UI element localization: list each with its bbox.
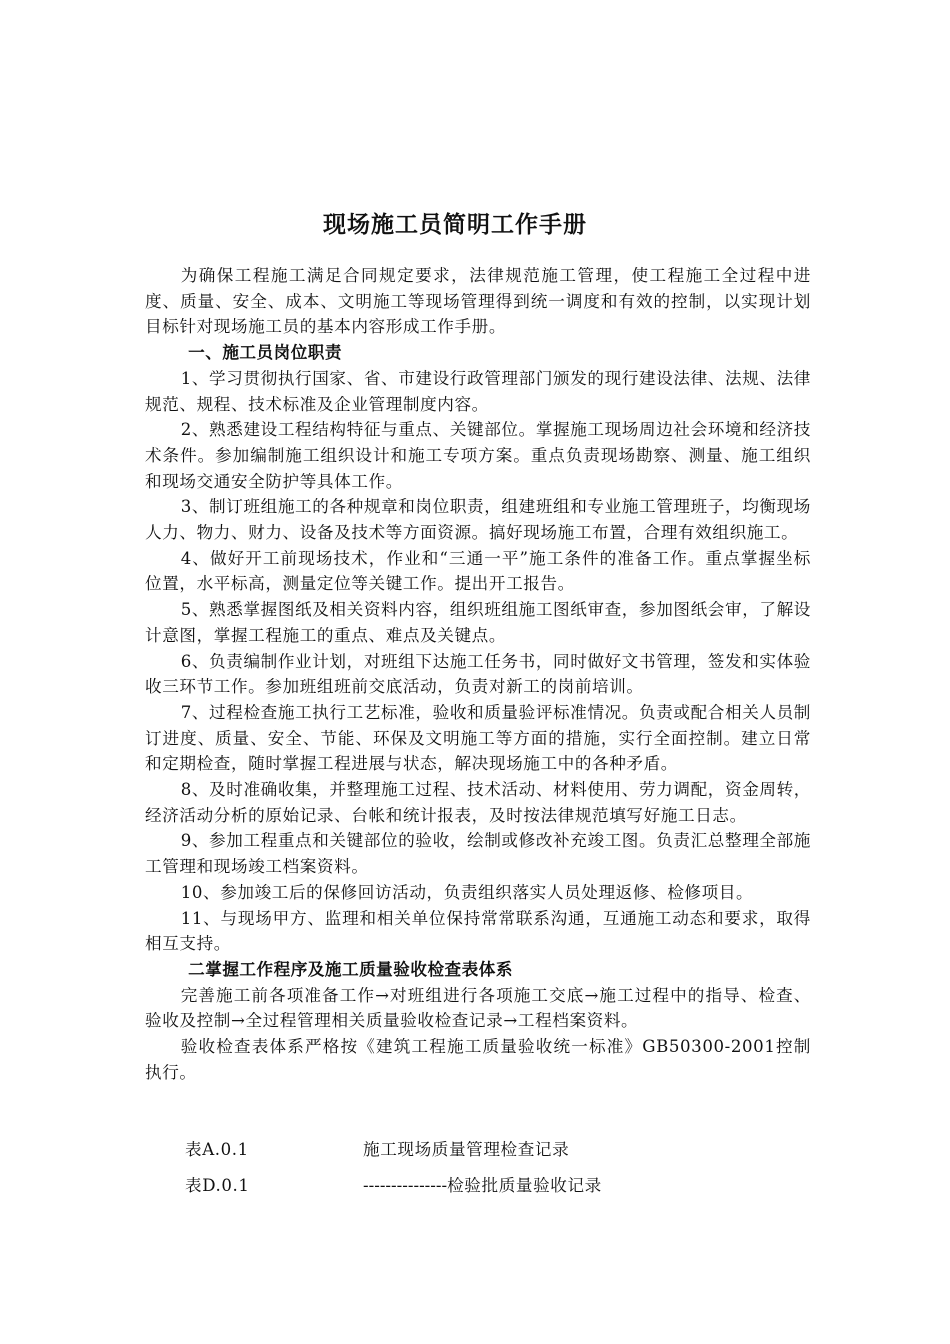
table-reference-row: [185, 1172, 602, 1196]
duty-item-6: 6、负责编制作业计划，对班组下达施工任务书，同时做好文书管理，签发和实体验收三环节工作。参加班组班前交底活动，负责对新工的岗前培训。: [145, 651, 811, 697]
table-reference-row: [185, 1136, 569, 1160]
workflow-paragraph: 完善施工前各项准备工作→对班组进行各项施工交底→施工过程中的指导、检查、验收及控制→全过程管理相关质量验收检查记录→工程档案资料。: [145, 985, 811, 1031]
duty-item-1: 1、学习贯彻执行国家、省、市建设行政管理部门颁发的现行建设法律、法规、法律规范、规程、技术标准及企业管理制度内容。: [145, 368, 811, 414]
duty-item-3: 3、制订班组施工的各种规章和岗位职责，组建班组和专业施工管理班子，均衡现场人力、物力、财力、设备及技术等方面资源。搞好现场施工布置，合理有效组织施工。: [145, 497, 811, 543]
table-code: 表A.0.1: [185, 1140, 249, 1159]
document-title: 现场施工员简明工作手册: [323, 212, 587, 238]
table-name: 施工现场质量管理检查记录: [363, 1140, 570, 1159]
intro-paragraph: 为确保工程施工满足合同规定要求，法律规范施工管理，使工程施工全过程中进度、质量、安全、成本、文明施工等现场管理得到统一调度和有效的控制，以实现计划目标针对现场施工员的基本内容形成工作手册。: [145, 266, 811, 337]
table-leader-dashes: ---------------: [363, 1176, 448, 1195]
duty-item-11: 11、与现场甲方、监理和相关单位保持常常联系沟通，互通施工动态和要求，取得相互支持。: [145, 908, 811, 954]
section-1-heading: 一、施工员岗位职责: [188, 343, 342, 363]
duty-item-8: 8、及时准确收集，并整理施工过程、技术活动、材料使用、劳力调配，资金周转，经济活动分析的原始记录、台帐和统计报表，及时按法律规范填写好施工日志。: [145, 780, 811, 825]
table-name: 检验批质量验收记录: [447, 1176, 602, 1195]
section-2-heading: 二掌握工作程序及施工质量验收检查表体系: [188, 959, 513, 979]
duty-item-7: 7、过程检查施工执行工艺标准，验收和质量验评标准情况。负责或配合相关人员制订进度、质量、安全、节能、环保及文明施工等方面的措施，实行全面控制。建立日常和定期检查，随时掌握工程进展与状态，解决现场施工中的各种矛盾。: [145, 702, 811, 774]
duty-item-9: 9、参加工程重点和关键部位的验收，绘制或修改补充竣工图。负责汇总整理全部施工管理和现场竣工档案资料。: [145, 831, 811, 877]
duty-item-5: 5、熟悉掌握图纸及相关资料内容，组织班组施工图纸审查，参加图纸会审，了解设计意图，掌握工程施工的重点、难点及关键点。: [145, 600, 811, 645]
duty-item-10: 10、参加竣工后的保修回访活动，负责组织落实人员处理返修、检修项目。: [180, 882, 754, 902]
duty-item-2: 2、熟悉建设工程结构特征与重点、关键部位。掌握施工现场周边社会环境和经济技术条件。参加编制施工组织设计和施工专项方案。重点负责现场勘察、测量、施工组织和现场交通安全防护等具体工作。: [145, 420, 811, 491]
table-code: 表D.0.1: [185, 1176, 250, 1195]
document-body: [145, 263, 811, 1086]
standard-paragraph: 验收检查表体系严格按《建筑工程施工质量验收统一标准》GB50300-2001控制执行。: [145, 1037, 811, 1082]
duty-item-4: 4、做好开工前现场技术，作业和“三通一平”施工条件的准备工作。重点掌握坐标位置，水平标高，测量定位等关键工作。提出开工报告。: [145, 548, 811, 594]
